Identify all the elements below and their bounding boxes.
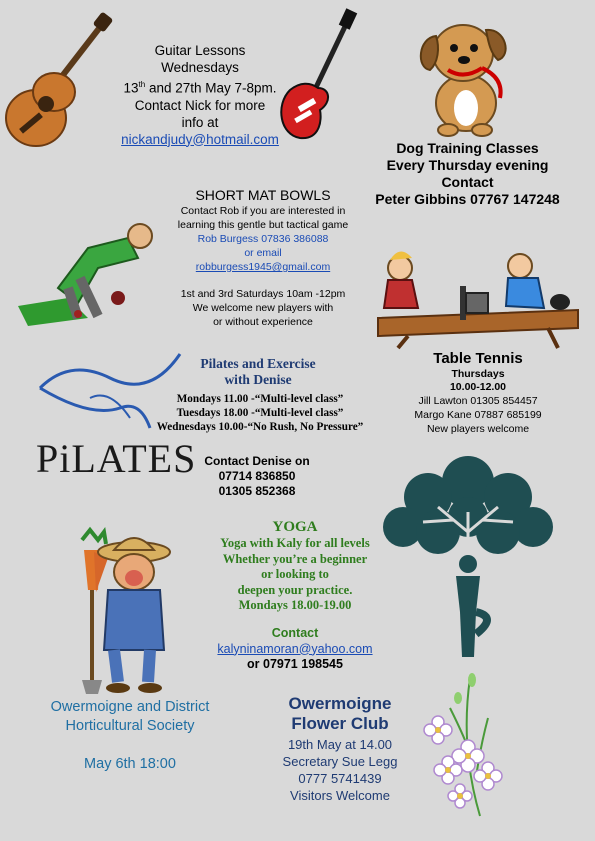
- table-tennis-title: Table Tennis: [433, 350, 523, 367]
- bowls-schedule: 1st and 3rd Saturdays 10am -12pm: [180, 288, 346, 300]
- bowls-title: SHORT MAT BOWLS: [195, 187, 331, 203]
- guitar-day: Wednesdays: [161, 60, 239, 75]
- table-tennis-contact2: Margo Kane 07887 685199: [414, 409, 542, 421]
- flower-visitors: Visitors Welcome: [290, 788, 390, 803]
- horticultural-date: May 6th 18:00: [84, 756, 176, 772]
- flower-title2: Flower Club: [291, 714, 389, 733]
- bowls-player-icon: [18, 208, 158, 328]
- guitar-contact: Contact Nick for more: [134, 97, 266, 113]
- flower-secretary: Secretary Sue Legg: [282, 754, 398, 769]
- yoga-line2: Whether you’re a beginner: [222, 551, 368, 566]
- flower-icon: [410, 668, 510, 818]
- yoga-phone: or 07971 198545: [247, 657, 343, 671]
- dog-line2: Every Thursday evening: [386, 157, 549, 173]
- guitar-dates: 13th and 27th May 7-8pm.: [123, 80, 277, 96]
- bowls-or-email: or email: [244, 247, 282, 259]
- bowls-line2: learning this gentle but tactical game: [177, 219, 349, 231]
- dog-line1: Dog Training Classes: [396, 140, 539, 156]
- guitar-title: Guitar Lessons: [154, 43, 246, 58]
- pilates-contact: Contact Denise on: [204, 454, 310, 468]
- dog-line4: Peter Gibbins 07767 147248: [375, 191, 560, 207]
- yoga-contact: Contact: [271, 626, 319, 640]
- bowls-welcome2: or without experience: [213, 316, 313, 328]
- pilates-phone1: 07714 836850: [218, 469, 296, 483]
- table-tennis-icon: [378, 238, 578, 348]
- horticultural-line2: Horticultural Society: [65, 717, 195, 734]
- table-tennis-time: 10.00-12.00: [449, 381, 507, 393]
- table-tennis-contact1: Jill Lawton 01305 854457: [418, 395, 538, 407]
- pilates-class3: Wednesdays 10.00-“No Rush, No Pressure”: [156, 421, 364, 433]
- electric-guitar-icon: [270, 10, 365, 145]
- dog-line3: Contact: [441, 174, 494, 190]
- guitar-info: info at: [181, 114, 219, 130]
- acoustic-guitar-icon: [4, 14, 114, 149]
- pilates-class1: Mondays 11.00 -“Multi-level class”: [176, 393, 344, 405]
- table-tennis-welcome: New players welcome: [426, 423, 530, 435]
- table-tennis-day: Thursdays: [451, 368, 505, 380]
- horticultural-line1: Owermoigne and District: [50, 699, 210, 715]
- bowls-welcome1: We welcome new players with: [192, 302, 334, 314]
- pilates-phone2: 01305 852368: [218, 484, 296, 498]
- flower-phone: 0777 5741439: [298, 771, 382, 786]
- yoga-line3: or looking to: [261, 567, 329, 581]
- yoga-email-link[interactable]: kalyninamoran@yahoo.com: [217, 641, 373, 656]
- bowls-email-link[interactable]: robburgess1945@gmail.com: [195, 261, 331, 273]
- yoga-line1: Yoga with Kaly for all levels: [220, 536, 370, 550]
- bowls-line1: Contact Rob if you are interested in: [180, 205, 346, 217]
- bowls-phone: Rob Burgess 07836 386088: [197, 233, 329, 245]
- pilates-logo: PiLATES: [36, 436, 197, 481]
- yoga-line4: deepen your practice.: [237, 582, 353, 597]
- pilates-title1: Pilates and Exercise: [200, 356, 316, 371]
- pilates-title2: with Denise: [224, 372, 292, 387]
- gardener-icon: [70, 530, 180, 695]
- pilates-class2: Tuesdays 18.00 -“Multi-level class”: [176, 407, 344, 419]
- yoga-tree-icon: [378, 452, 558, 662]
- flower-title1: Owermoigne: [288, 694, 392, 713]
- yoga-title: YOGA: [272, 519, 318, 535]
- yoga-line5: Mondays 18.00-19.00: [238, 598, 352, 612]
- flower-date: 19th May at 14.00: [287, 737, 393, 752]
- dog-icon: [408, 8, 518, 138]
- guitar-email-link[interactable]: nickandjudy@hotmail.com: [121, 131, 279, 147]
